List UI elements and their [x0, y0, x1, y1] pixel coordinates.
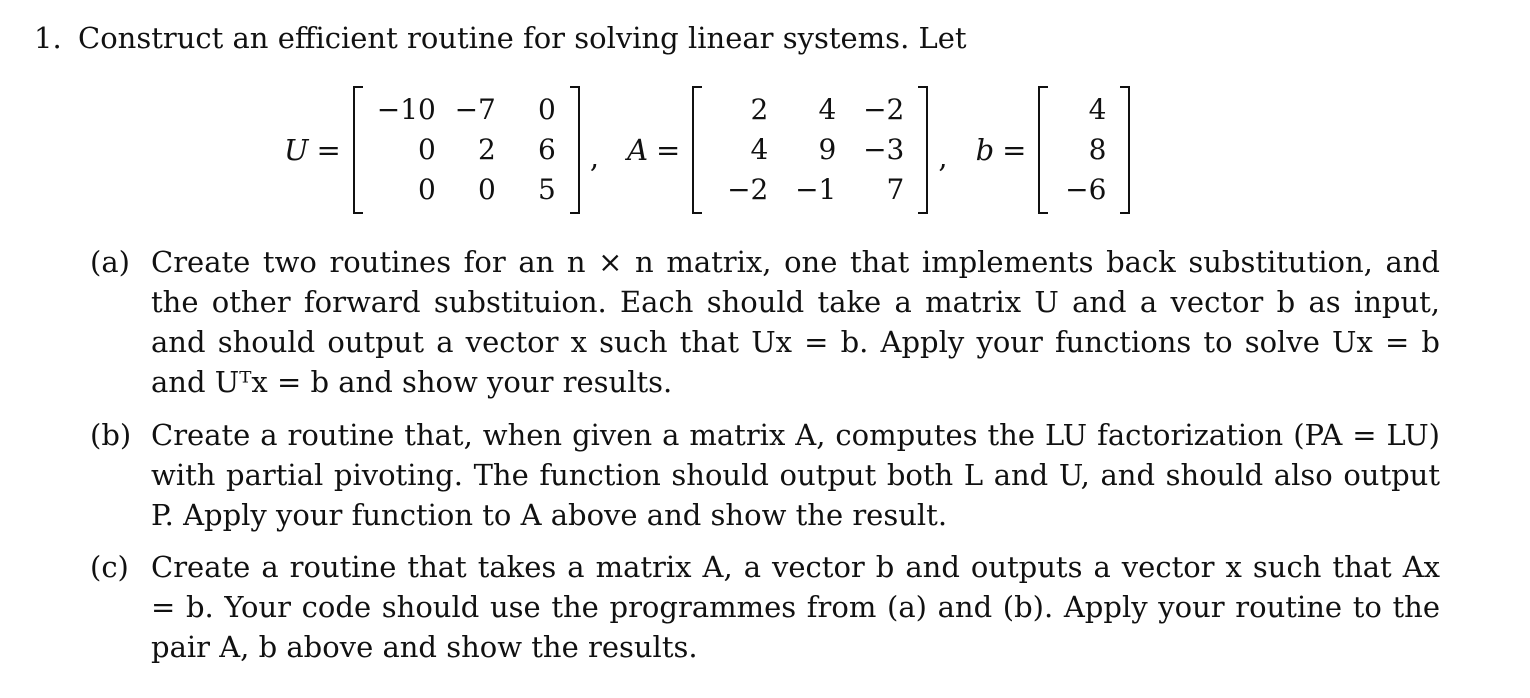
matrix-cell: −2 [727, 173, 769, 206]
separator-comma: , [589, 140, 600, 174]
matrix-cell: 9 [818, 133, 837, 166]
matrix-cell: −2 [863, 93, 905, 126]
vector-b-name: b [975, 133, 995, 167]
matrix-cell: 0 [478, 173, 496, 206]
vector-cell: −6 [1065, 173, 1107, 206]
matrix-cell: −3 [863, 133, 905, 166]
matrix-cell: 2 [750, 93, 769, 126]
matrix-cell: 7 [886, 173, 905, 206]
matrix-cell: 2 [478, 133, 496, 166]
matrix-A-name: A [627, 133, 649, 167]
matrix-cell: 6 [538, 133, 556, 166]
matrix-definitions [284, 88, 1130, 212]
matrix-U-equals: = [316, 133, 341, 167]
part-a [90, 242, 1440, 402]
left-bracket [692, 86, 702, 214]
matrix-cell: 4 [750, 133, 769, 166]
vector-cell: 4 [1088, 93, 1107, 126]
matrix-cell: −10 [376, 93, 436, 126]
problem-number: 1. [34, 21, 62, 55]
matrix-U-grid [369, 90, 564, 210]
matrix-A-grid [708, 90, 912, 210]
matrix-cell: 0 [538, 93, 556, 126]
left-bracket [353, 86, 363, 214]
separator-comma: , [938, 140, 948, 174]
vector-b [1038, 90, 1130, 210]
vector-b-equals: = [1002, 133, 1027, 167]
problem-heading-text: Construct an efficient routine for solving linear systems. Let [78, 21, 967, 55]
right-bracket [570, 86, 580, 214]
part-b [90, 415, 1440, 535]
right-bracket [918, 86, 928, 214]
matrix-cell: 5 [538, 173, 556, 206]
matrix-cell: 0 [418, 173, 436, 206]
right-bracket [1120, 86, 1130, 214]
left-bracket [1038, 86, 1048, 214]
part-a-label: (a) [90, 245, 130, 279]
part-c [90, 547, 1440, 667]
matrix-U-name: U [284, 133, 309, 167]
matrix-cell: −1 [795, 173, 837, 206]
matrix-U [353, 90, 580, 210]
vector-b-grid [1054, 90, 1114, 210]
part-c-label: (c) [90, 550, 129, 584]
matrix-cell: −7 [454, 93, 496, 126]
matrix-cell: 0 [418, 133, 436, 166]
matrix-cell: 4 [818, 93, 837, 126]
vector-cell: 8 [1088, 133, 1107, 166]
problem-heading [34, 18, 967, 58]
part-b-text: Create a routine that, when given a matrix A, computes the LU factorization (PA = LU) with partial pivoting. The function should output both L and U, and should also output P. Apply your function to A above and show the result. [151, 418, 1440, 532]
part-a-text: Create two routines for an n × n matrix, one that implements back substitution, and the other forward substituion. Each should take a matrix U and a vector b as input, and should output a vector x such that Ux = b. Apply your functions to solve Ux = b and Uᵀx = b and show your results. [151, 245, 1440, 399]
part-c-text: Create a routine that takes a matrix A, a vector b and outputs a vector x such that Ax = b. Your code should use the programmes from (a) and (b). Apply your routine to the pair A, b above and show the results. [151, 550, 1440, 664]
matrix-A-equals: = [656, 133, 681, 167]
part-b-label: (b) [90, 418, 132, 452]
matrix-A [692, 90, 928, 210]
